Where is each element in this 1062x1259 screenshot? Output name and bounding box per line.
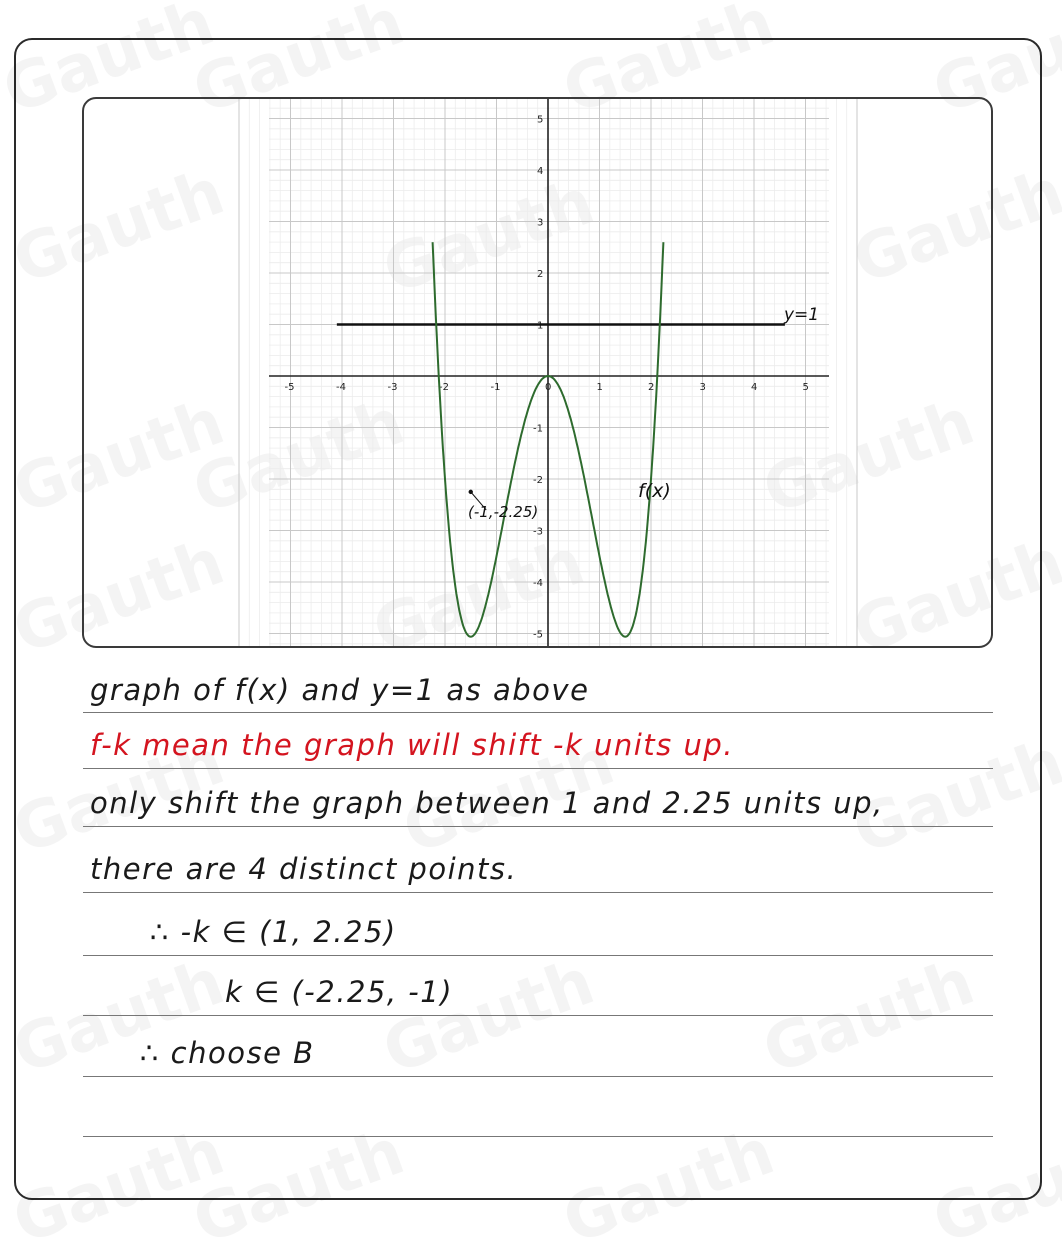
x-tick-label: 4 — [751, 382, 758, 393]
line-shift-range: only shift the graph between 1 and 2.25 units up, — [90, 786, 884, 820]
x-tick-label: 3 — [699, 382, 706, 393]
line-k-interval: k ∈ (-2.25, -1) — [225, 975, 454, 1009]
y-tick-label: -1 — [533, 423, 543, 435]
function-graph — [84, 99, 993, 648]
rule-line — [83, 768, 993, 769]
x-tick-label: 0 — [545, 382, 552, 393]
y-tick-label: 1 — [537, 320, 544, 332]
y-tick-label: -5 — [533, 629, 543, 641]
x-tick-label: -2 — [439, 382, 449, 393]
x-tick-label: -4 — [336, 382, 346, 393]
y-tick-label: 2 — [537, 269, 544, 280]
line-neg-k-interval: ∴ -k ∈ (1, 2.25) — [150, 915, 397, 949]
y-tick-label: -4 — [533, 578, 543, 589]
line-conclusion: ∴ choose B — [140, 1036, 315, 1070]
x-tick-label: 2 — [648, 382, 655, 393]
rule-line — [83, 1136, 993, 1137]
line-label: y=1 — [784, 305, 820, 325]
line-shift-meaning: f-k mean the graph will shift -k units up. — [90, 728, 735, 762]
rule-line — [83, 826, 993, 827]
y-tick-label: -2 — [533, 475, 543, 486]
x-tick-label: -1 — [490, 382, 501, 393]
rule-line — [83, 892, 993, 893]
x-tick-label: 5 — [802, 382, 809, 393]
x-tick-label: 1 — [596, 382, 603, 393]
rule-line — [83, 955, 993, 956]
rule-line — [83, 1076, 993, 1077]
y-tick-label: 4 — [537, 166, 544, 177]
rule-line — [83, 1015, 993, 1016]
x-tick-label: -3 — [387, 382, 398, 393]
graph-panel — [82, 97, 993, 648]
line-graph-description: graph of f(x) and y=1 as above — [90, 673, 590, 707]
line-distinct-points: there are 4 distinct points. — [90, 852, 518, 886]
y-tick-label: 3 — [537, 217, 544, 229]
x-tick-label: -5 — [284, 382, 295, 393]
curve-label: f(x) — [638, 480, 671, 502]
y-tick-label: 5 — [537, 114, 544, 126]
y-tick-label: -3 — [533, 526, 543, 538]
minimum-point-label: (-1,-2.25) — [468, 503, 539, 521]
rule-line — [83, 712, 993, 713]
